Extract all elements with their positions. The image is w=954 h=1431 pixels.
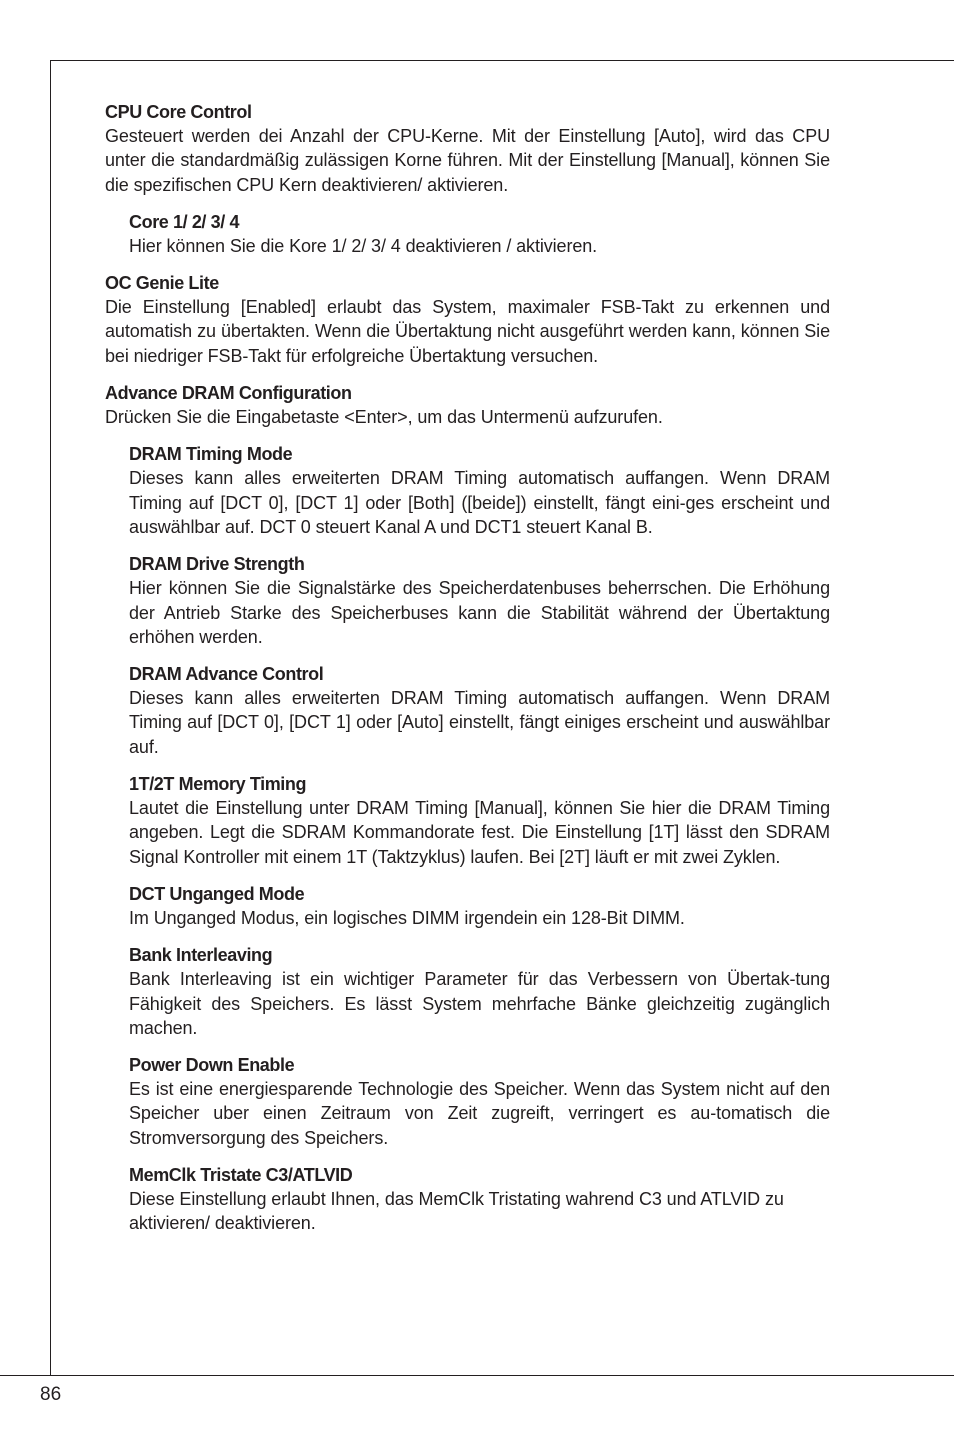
section-heading: Power Down Enable (129, 1055, 295, 1076)
section-body: Diese Einstellung erlaubt Ihnen, das MemClk Tristating wahrend C3 und ATLVID zu aktivieren/ deaktivieren. (129, 1189, 784, 1234)
section-1t-2t-memory-timing (129, 772, 830, 869)
section-body: Bank Interleaving ist ein wichtiger Parameter für das Verbessern von Übertak-tung Fähigkeit des Speichers. Es lässt System mehrfache Bänke gleichzeitig zugänglich machen. (129, 969, 830, 1038)
section-heading: DRAM Timing Mode (129, 444, 293, 465)
section-body: Dieses kann alles erweiterten DRAM Timing automatisch auffangen. Wenn DRAM Timing auf [DCT 0], [DCT 1] oder [Both] ([beide]) einstellt, fängt eini-ges erscheint und auswählbar auf. DCT 0 steuert Kanal A und DCT1 steuert Kanal B. (129, 468, 830, 537)
section-power-down-enable (129, 1053, 830, 1150)
section-core-1-2-3-4 (129, 210, 830, 258)
section-heading: OC Genie Lite (105, 273, 219, 294)
page-frame-top-rule (50, 60, 954, 61)
page-number: 86 (40, 1384, 62, 1405)
section-body: Lautet die Einstellung unter DRAM Timing [Manual], können Sie hier die DRAM Timing angeben. Legt die SDRAM Kommandorate fest. Die Einstellung [1T] lässt den SDRAM Signal Kontroller mit einem 1T (Taktzyklus) laufen. Bei [2T] läuft er mit zwei Zyklen. (129, 798, 830, 867)
section-body: Hier können Sie die Signalstärke des Speicherdatenbuses beherrschen. Die Erhöhung der Antrieb Starke des Speicherbuses kann die Stabilität während der Übertaktung erhöhen werden. (129, 578, 830, 647)
section-body: Die Einstellung [Enabled] erlaubt das System, maximaler FSB-Takt zu erkennen und automatish zu übertakten. Wenn die Übertaktung nicht ausgeführt werden kann, können Sie bei niedriger FSB-Takt für erfolgreiche Übertaktung versuchen. (105, 297, 830, 366)
section-heading: DCT Unganged Mode (129, 883, 305, 904)
section-body: Drücken Sie die Eingabetaste <Enter>, um das Untermenü aufzurufen. (105, 407, 663, 428)
section-body: Dieses kann alles erweiterten DRAM Timing automatisch auffangen. Wenn DRAM Timing auf [DCT 0], [DCT 1] oder [Auto] einstellt, fängt einiges erscheint und auswählbar auf. (129, 688, 830, 757)
section-dram-advance-control (129, 662, 830, 759)
section-heading: 1T/2T Memory Timing (129, 774, 307, 795)
section-body: Es ist eine energiesparende Technologie des Speicher. Wenn das System nicht auf den Speicher uber einen Zeitraum von Zeit zugreift, verringert es au-tomatisch die Stromversorgung des Speichers. (129, 1079, 830, 1148)
section-cpu-core-control (105, 100, 830, 197)
section-dct-unganged-mode (129, 882, 830, 930)
section-heading: Bank Interleaving (129, 945, 273, 966)
manual-content (105, 100, 830, 1249)
section-body: Hier können Sie die Kore 1/ 2/ 3/ 4 deaktivieren / aktivieren. (129, 235, 598, 256)
section-memclk-tristate (129, 1163, 830, 1236)
page-frame-left-rule (50, 60, 51, 1376)
section-bank-interleaving (129, 943, 830, 1040)
section-dram-timing-mode (129, 442, 830, 539)
page-frame-bottom-rule (0, 1375, 954, 1376)
section-heading: DRAM Drive Strength (129, 554, 305, 575)
section-advance-dram-configuration (105, 381, 830, 429)
section-oc-genie-lite (105, 271, 830, 368)
section-body: Im Unganged Modus, ein logisches DIMM irgendein ein 128-Bit DIMM. (129, 907, 685, 928)
section-body: Gesteuert werden dei Anzahl der CPU-Kerne. Mit der Einstellung [Auto], wird das CPU unter die standardmäßig zulässigen Korne führen. Mit der Einstellung [Manual], können Sie die spezifischen CPU Kern deaktivieren/ aktivieren. (105, 126, 830, 195)
section-heading: CPU Core Control (105, 102, 252, 122)
section-heading: MemClk Tristate C3/ATLVID (129, 1165, 353, 1186)
section-heading: DRAM Advance Control (129, 664, 324, 685)
section-heading: Advance DRAM Configuration (105, 383, 352, 404)
section-dram-drive-strength (129, 552, 830, 649)
section-heading: Core 1/ 2/ 3/ 4 (129, 211, 240, 232)
